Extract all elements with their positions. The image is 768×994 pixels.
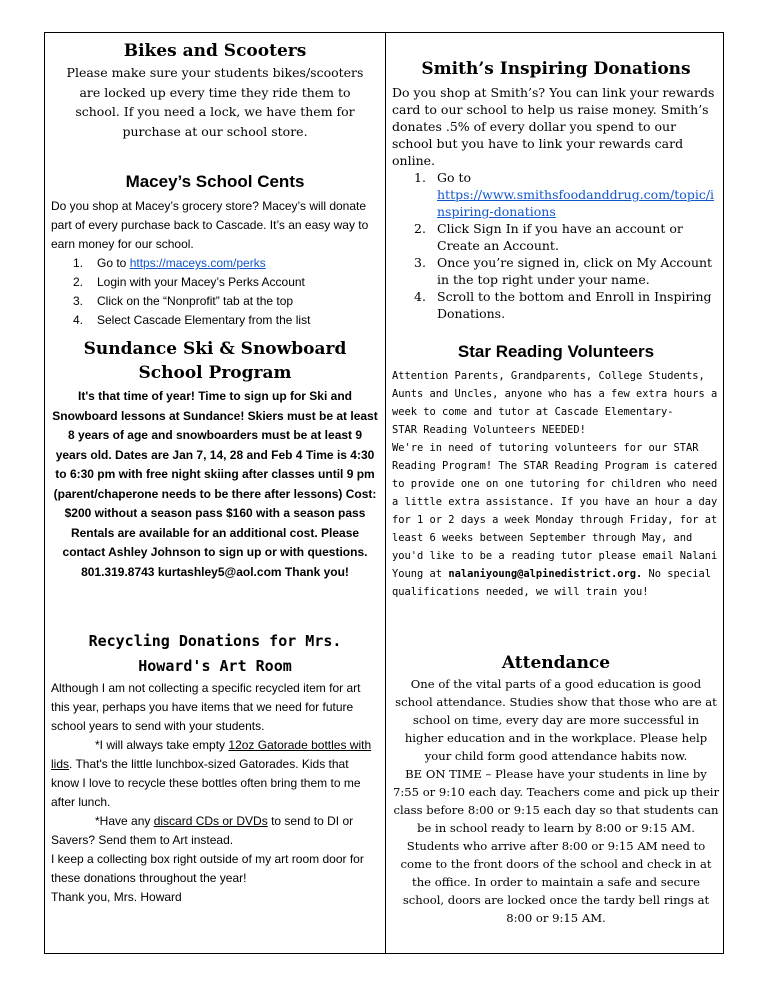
maceys-title: Macey’s School Cents bbox=[125, 172, 305, 191]
sundance-title-line2: School Program bbox=[138, 363, 292, 383]
sundance-title bbox=[51, 337, 379, 385]
step-text: Go to bbox=[97, 256, 130, 270]
recycling-intro: Although I am not collecting a specific recycled item for art this year, perhaps you have items that we need for future school years to send with your students. bbox=[51, 681, 361, 733]
sundance-title-line1: Sundance Ski & Snowboard bbox=[83, 339, 347, 359]
gatorade-bottles-underlined: 12oz Gatorade bottles with lids bbox=[51, 738, 372, 771]
sundance-body: It's that time of year! Time to sign up for Ski and Snowboard lessons at Sundance! Skiers must be at least 8 years of age and snowboarders must be at least 9 years old. Dates are Jan 7, 14, 28 and Feb 4 Time is 4:30 to 6:30 pm with free night skiing after classes until 9 pm (parent/chaperone needs to be there after lessons) Cost: $200 without a season pass $160 with a season pass Rentals are available for an additional cost. Please contact Ashley Johnson to sign up or with questions. 801.319.8743 kurtashley5@aol.com Thank you! bbox=[52, 389, 378, 579]
discard-cds-underlined: discard CDs or DVDs bbox=[153, 814, 268, 828]
attendance-paragraph-3: Students who arrive after 8:00 or 9:15 AM need to come to the front doors of the school and check in at the office. In order to maintain a safe and secure school, doors are locked once the tardy bell rings at 8:00 or 9:15 AM. bbox=[400, 839, 712, 925]
sundance-section bbox=[51, 337, 379, 582]
recycling-p1-text: *I will always take empty bbox=[95, 738, 229, 752]
list-item bbox=[51, 311, 379, 330]
recycling-section bbox=[51, 629, 379, 907]
step-number: 3. bbox=[73, 294, 84, 308]
star-paragraph-2: STAR Reading Volunteers NEEDED! bbox=[392, 424, 586, 436]
star-p3-text: We're in need of tutoring volunteers for our STAR Reading Program! The STAR Reading Program is catered to provide one on one tutoring for children who need a little extra assistance. If you have an hour a day for 1 or 2 days a week Monday through Friday, for at least 6 weeks between September through May, and you'd like to be a reading tutor please email Nalani Young at bbox=[392, 442, 718, 580]
step-text: Login with your Macey’s Perks Account bbox=[97, 275, 305, 289]
list-item bbox=[392, 169, 720, 220]
step-number: 3. bbox=[414, 255, 426, 270]
recycling-paragraph-2 bbox=[51, 812, 379, 850]
column-divider bbox=[385, 33, 386, 953]
attendance-paragraph-1: One of the vital parts of a good education is good school attendance. Studies show that those who are at school on time, every day are more successful in higher education and in the workplace. Please help your child form good attendance habits now. bbox=[395, 677, 717, 763]
maceys-perks-link[interactable]: https://maceys.com/perks bbox=[129, 256, 266, 270]
bikes-section bbox=[51, 39, 379, 141]
step-number: 4. bbox=[73, 313, 84, 327]
star-p3-rest: No special qualifications needed, we will train you! bbox=[392, 568, 712, 598]
step-text: Scroll to the bottom and Enroll in Inspiring Donations. bbox=[437, 289, 712, 321]
step-number: 2. bbox=[73, 275, 84, 289]
list-item bbox=[392, 254, 720, 288]
recycling-title-line1: Recycling Donations for Mrs. bbox=[88, 632, 342, 650]
step-number: 4. bbox=[414, 289, 426, 304]
recycling-paragraph-1 bbox=[51, 736, 379, 812]
star-title: Star Reading Volunteers bbox=[457, 342, 655, 361]
attendance-paragraph-2: BE ON TIME – Please have your students in line by 7:55 or 9:10 each day. Teachers come and pick up their class before 8:00 or 9:15 each day so that students can be in school ready to learn by 8:00 or 9:15 AM. bbox=[392, 767, 720, 835]
step-text: Click Sign In if you have an account or Create an Account. bbox=[437, 221, 683, 253]
recycling-signoff: Thank you, Mrs. Howard bbox=[51, 890, 182, 904]
list-item bbox=[392, 220, 720, 254]
smiths-title: Smith’s Inspiring Donations bbox=[421, 59, 691, 79]
step-text: Click on the “Nonprofit” tab at the top bbox=[97, 294, 294, 308]
newsletter-frame bbox=[44, 32, 724, 954]
maceys-steps bbox=[51, 254, 379, 330]
list-item bbox=[51, 273, 379, 292]
step-number: 1. bbox=[414, 170, 426, 185]
step-text: Select Cascade Elementary from the list bbox=[97, 313, 311, 327]
bikes-body: Please make sure your students bikes/scooters are locked up every time they ride them to school. If you need a lock, we have them for purchase at our school store. bbox=[66, 65, 364, 139]
recycling-p2-text: *Have any bbox=[95, 814, 154, 828]
step-number: 1. bbox=[73, 256, 84, 270]
maceys-section bbox=[51, 171, 379, 330]
recycling-title-line2: Howard's Art Room bbox=[138, 657, 292, 675]
star-section bbox=[392, 341, 720, 601]
recycling-p1-rest: . That's the little lunchbox-sized Gatorades. Kids that know I love to recycle these bottles often bring them to me after lunch. bbox=[51, 757, 361, 809]
star-paragraph-1: Attention Parents, Grandparents, College Students, Aunts and Uncles, anyone who has a few extra hours a week to come and tutor at Cascade Elementary- bbox=[392, 370, 718, 418]
recycling-paragraph-3: I keep a collecting box right outside of my art room door for these donations throughout the year! bbox=[51, 852, 364, 885]
bikes-title: Bikes and Scooters bbox=[123, 41, 307, 61]
volunteer-email: nalaniyoung@alpinedistrict.org. bbox=[448, 568, 643, 580]
step-number: 2. bbox=[414, 221, 426, 236]
smiths-steps bbox=[392, 169, 720, 322]
attendance-section bbox=[392, 651, 720, 927]
smiths-donations-link[interactable]: https://www.smithsfoodanddrug.com/topic/inspiring-donations bbox=[437, 187, 715, 219]
attendance-title: Attendance bbox=[501, 653, 611, 673]
star-paragraph-3 bbox=[392, 439, 720, 601]
step-text: Go to bbox=[437, 170, 472, 185]
maceys-intro: Do you shop at Macey’s grocery store? Macey’s will donate part of every purchase back to Cascade. It’s an easy way to earn money for our school. bbox=[51, 199, 369, 251]
smiths-intro: Do you shop at Smith’s? You can link your rewards card to our school to help us raise money. Smith’s donates .5% of every dollar you spend to our school but you have to link your rewards card online. bbox=[392, 85, 715, 168]
list-item bbox=[392, 288, 720, 322]
recycling-title bbox=[51, 629, 379, 679]
smiths-section bbox=[392, 57, 720, 322]
step-text: Once you’re signed in, click on My Account in the top right under your name. bbox=[437, 255, 713, 287]
recycling-p2-rest: to send to DI or Savers? Send them to Art instead. bbox=[51, 814, 354, 847]
list-item bbox=[51, 292, 379, 311]
list-item bbox=[51, 254, 379, 273]
